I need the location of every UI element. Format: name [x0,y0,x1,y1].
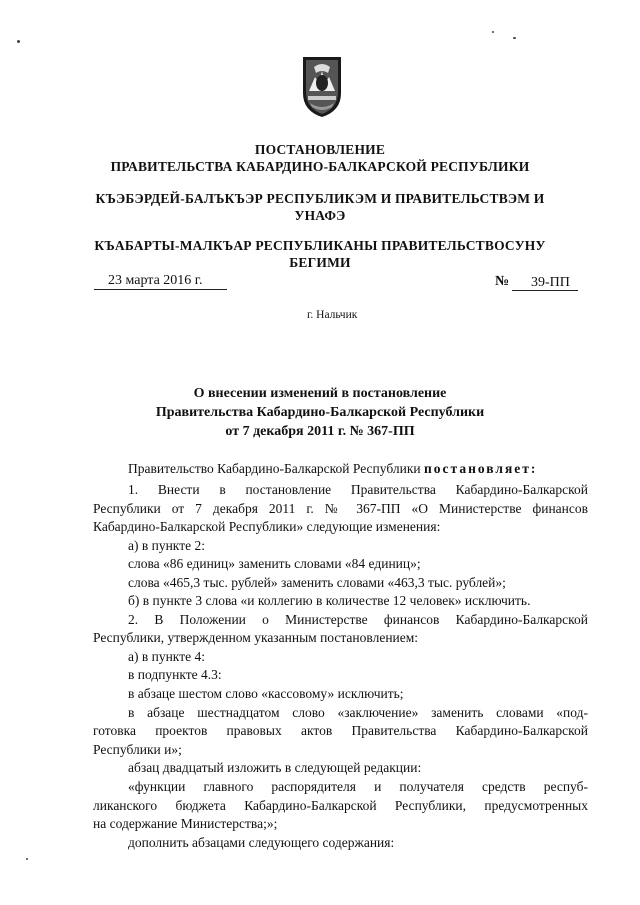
item-a1-line2: слова «465,3 тыс. рублей» заменить словами «463,3 тыс. рублей»; [128,575,506,590]
scan-speckle [17,40,20,43]
subitem-line-4: дополнить абзацами следующего содержания: [128,835,395,850]
balkar-heading-line1: КЪАБАРТЫ-МАЛКЪАР РЕСПУБЛИКАНЫ ПРАВИТЕЛЬСТВОСУНУ [94,238,546,253]
item-a1: а) в пункте 2: [128,538,205,553]
subitem-line-3: абзац двадцатый изложить в следующей редакции: [128,760,422,775]
quote-line-3: на содержание Министерства;»; [93,816,278,831]
scan-speckle [26,858,28,860]
paragraph-2-line1: 2. В Положении о Министерстве финансов Кабардино-Балкарской [128,612,588,627]
quote-line-1: «функции главного распорядителя и получателя средств респуб- [128,779,588,794]
coat-of-arms-emblem [299,53,345,119]
subitem-line-2b: готовка проектов правовых актов Правительства Кабардино-Балкарской [93,723,588,738]
kabardian-heading-line2: УНАФЭ [294,208,346,223]
quote-line-2: ликанского бюджета Кабардино-Балкарской Республики, предусмотренных [93,798,588,813]
scan-speckle [492,31,494,33]
item-a2: а) в пункте 4: [128,649,205,664]
intro-text-main: Правительство Кабардино-Балкарской Республики [128,461,421,476]
subitem-line-1: в абзаце шестом слово «кассовому» исключить; [128,686,404,701]
document-title-line3: от 7 декабря 2011 г. № 367-ПП [225,424,415,439]
scan-speckle [513,37,516,39]
paragraph-1-line3: Кабардино-Балкарской Республики» следующие изменения: [93,519,441,534]
subitem-line-2c: Республики и»; [93,742,182,757]
government-heading: ПРАВИТЕЛЬСТВА КАБАРДИНО-БАЛКАРСКОЙ РЕСПУБЛИКИ [110,159,530,174]
paragraph-1-line1: 1. Внести в постановление Правительства Кабардино-Балкарской [128,482,588,497]
paragraph-1-line2: Республики от 7 декабря 2011 г. № 367-ПП «О Министерстве финансов [93,501,588,516]
number-underline [512,290,578,291]
balkar-heading-line2: БЕГИМИ [289,255,351,270]
item-a1-line1: слова «86 единиц» заменить словами «84 единиц»; [128,556,421,571]
kabardian-heading-line1: КЪЭБЭРДЕЙ-БАЛЪКЪЭР РЕСПУБЛИКЭМ И ПРАВИТЕЛЬСТВЭМ И [95,191,545,206]
paragraph-2-line2: Республики, утвержденном указанным постановлением: [93,630,419,645]
subitem-4-3: в подпункте 4.3: [128,667,222,682]
subitem-line-2a: в абзаце шестнадцатом слово «заключение» заменить словами «под- [128,705,588,720]
decree-date: 23 марта 2016 г. [108,273,203,288]
document-title-line2: Правительства Кабардино-Балкарской Республики [155,405,485,420]
item-b1: б) в пункте 3 слова «и коллегию в количестве 12 человек» исключить. [128,593,531,608]
city-label: г. Нальчик [307,309,358,321]
decree-number: 39-ПП [531,275,570,290]
number-label: № [495,274,510,289]
date-underline [94,289,227,290]
decree-heading: ПОСТАНОВЛЕНИЕ [254,142,386,157]
intro-text [128,460,537,477]
intro-text-bold: постановляет: [424,461,538,476]
document-title-line1: О внесении изменений в постановление [193,386,447,401]
